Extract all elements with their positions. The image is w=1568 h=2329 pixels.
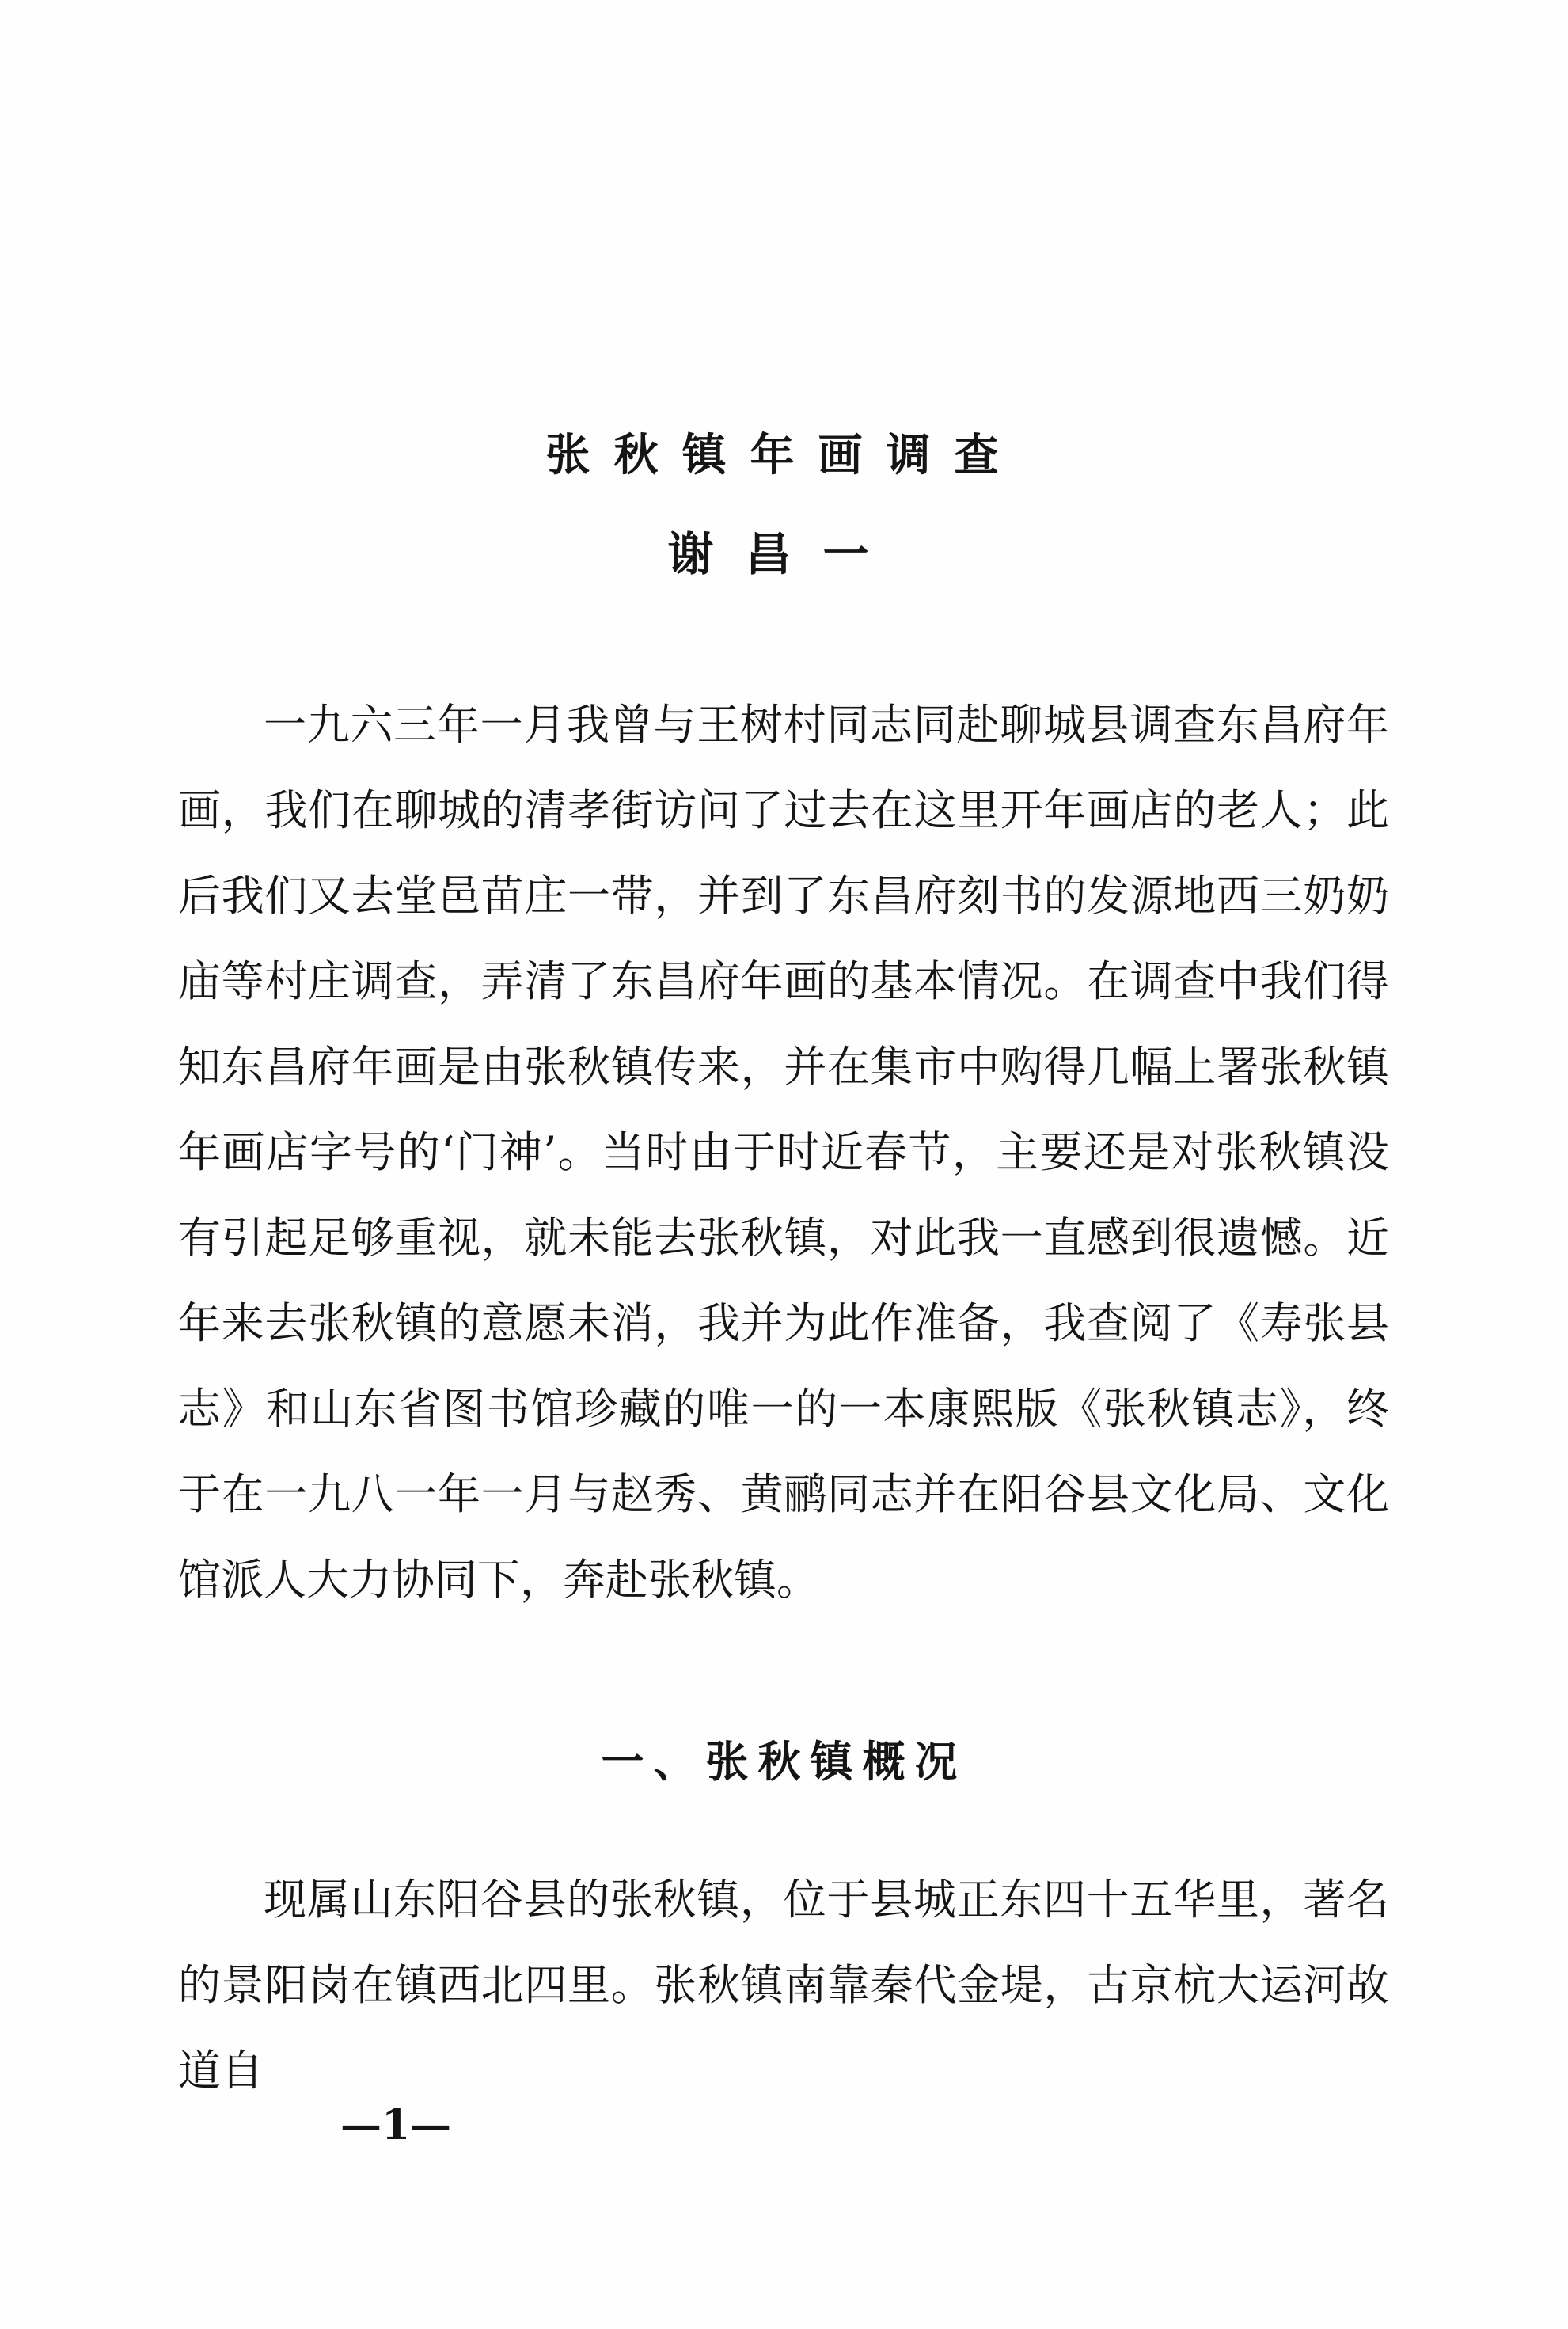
section-heading: 一、张秋镇概况: [601, 1736, 967, 1787]
author-name: 谢昌一: [667, 527, 901, 581]
body-paragraph: 一九六三年一月我曾与王树村同志同赴聊城县调查东昌府年画，我们在聊城的清孝街访问了过去在这里开年画店的老人；此后我们又去堂邑苗庄一带，并到了东昌府刻书的发源地西三奶奶庙等村庄调查，弄清了东昌府年画的基本情况。在调查中我们得知东昌府年画是由张秋镇传来，并在集市中购得几幅上署张秋镇年画店字号的‘门神’。当时由于时近春节，主要还是对张秋镇没有引起足够重视，就未能去张秋镇，对此我一直感到很遗憾。近年来去张秋镇的意愿未消，我并为此作准备，我查阅了《寿张县志》和山东省图书馆珍藏的唯一的一本康熙版《张秋镇志》，终于在一九八一年一月与赵秀、黄鹂同志并在阳谷县文化局、文化馆派人大力协同下，奔赴张秋镇。: [178, 700, 1389, 1605]
page-number: —1—: [340, 2101, 452, 2149]
body-paragraph: 现属山东阳谷县的张秋镇，位于县城正东四十五华里，著名的景阳岗在镇西北四里。张秋镇南靠秦代金堤，古京杭大运河故道自: [178, 1875, 1389, 2095]
document-title: 张秋镇年画调查: [545, 429, 1023, 481]
